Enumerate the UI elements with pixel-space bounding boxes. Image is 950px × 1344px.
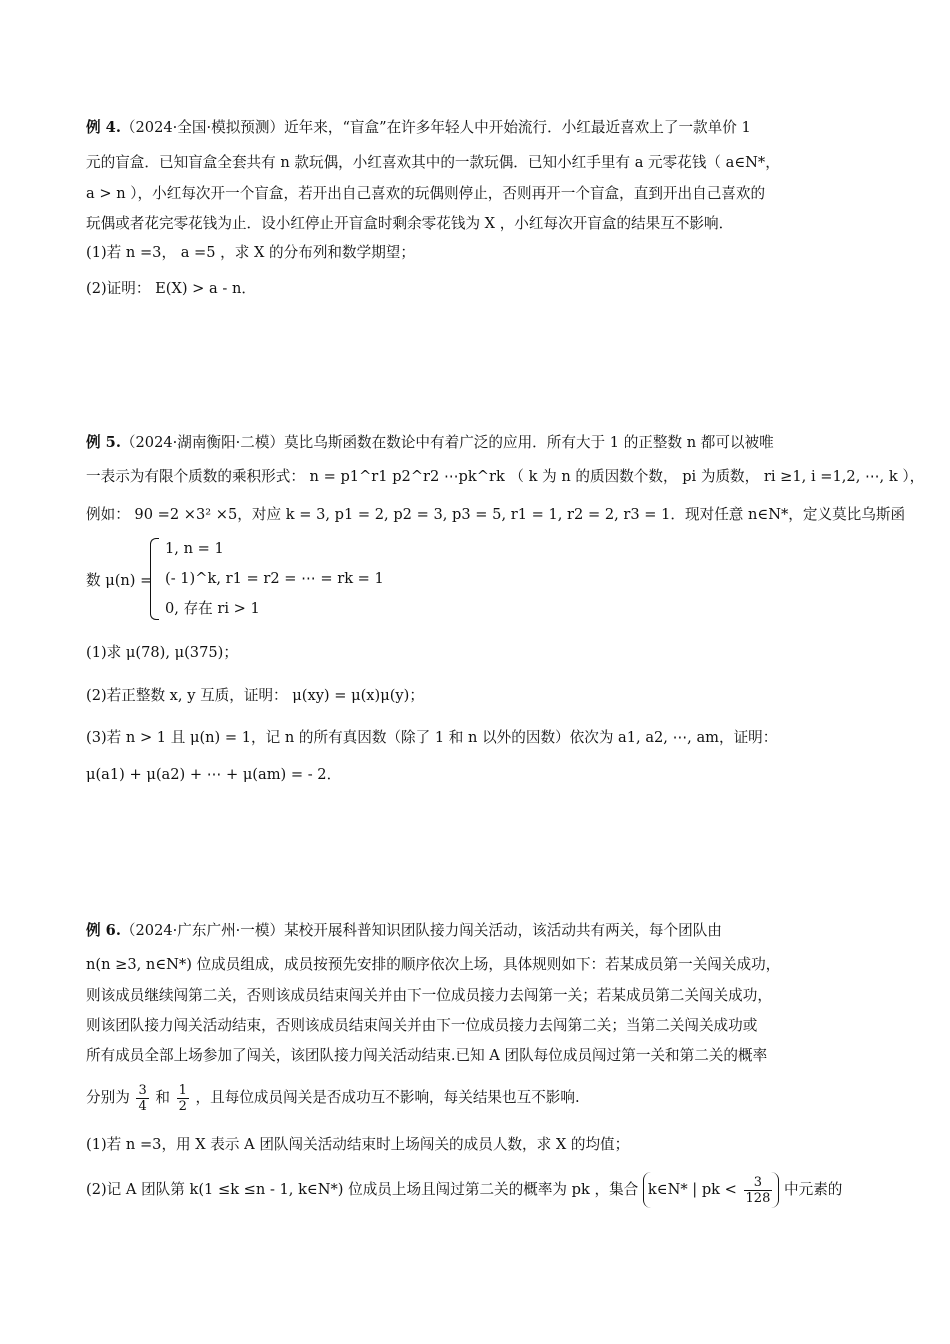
ex6-question-2-end: 中元素的 bbox=[784, 1181, 843, 1198]
ex6-text-6b: 和 bbox=[155, 1089, 170, 1106]
ex6-line6 bbox=[86, 1080, 868, 1116]
cases-brace bbox=[150, 538, 159, 620]
frac-denominator: 2 bbox=[178, 1098, 187, 1114]
fraction-one-half bbox=[177, 1083, 189, 1114]
ex5-label: 例 5. bbox=[86, 434, 121, 451]
ex5-question-1: (1)求 μ(78), μ(375)； bbox=[86, 644, 238, 661]
ex5-line2: 一表示为有限个质数的乘积形式： n = p1^r1 p2^r2 ⋯pk^rk （ k 为 n 的质因数个数， pi 为质数， ri ≥1, i =1,2, ⋯, k ）， bbox=[86, 468, 925, 485]
ex4-label: 例 4. bbox=[86, 119, 121, 136]
frac-numerator: 1 bbox=[178, 1082, 187, 1098]
ex5-line3: 例如： 90 =2 ×3² ×5，对应 k = 3, p1 = 2, p2 = 3, p3 = 5, r1 = 1, r2 = 2, r3 = 1．现对任意 n∈N*，定义莫比乌斯函 bbox=[86, 506, 906, 523]
frac-numerator: 3 bbox=[744, 1175, 773, 1191]
ex6-line2: n(n ≥3, n∈N*) 位成员组成，成员按预先安排的顺序依次上场，具体规则如下：若某成员第一关闯关成功， bbox=[86, 956, 781, 973]
ex5-line1 bbox=[86, 433, 868, 453]
ex4-line2: 元的盲盒．已知盲盒全套共有 n 款玩偶，小红喜欢其中的一款玩偶．已知小红手里有 a 元零花钱（ a∈N*， bbox=[86, 154, 780, 171]
case-3: 0, 存在 ri > 1 bbox=[165, 600, 260, 617]
ex6-question-1: (1)若 n =3，用 X 表示 A 团队闯关活动结束时上场闯关的成员人数，求 X 的均值； bbox=[86, 1136, 630, 1153]
ex6-line5: 所有成员全部上场参加了闯关，该团队接力闯关活动结束.已知 A 团队每位成员闯过第一关和第二关的概率 bbox=[86, 1047, 768, 1064]
case-1: 1, n = 1 bbox=[165, 540, 224, 557]
ex5-question-3: (3)若 n > 1 且 μ(n) = 1，记 n 的所有真因数（除了 1 和 n 以外的因数）依次为 a1, a2, ⋯, am，证明： bbox=[86, 729, 778, 746]
ex4-question-1: (1)若 n =3， a =5 ，求 X 的分布列和数学期望； bbox=[86, 244, 415, 261]
ex5-question-3-equation: μ(a1) + μ(a2) + ⋯ + μ(am) = - 2． bbox=[86, 766, 342, 783]
frac-numerator: 3 bbox=[138, 1082, 147, 1098]
ex6-question-2-text: (2)记 A 团队第 k(1 ≤k ≤n - 1, k∈N*) 位成员上场且闯过第二关的概率为 pk ，集合 bbox=[86, 1181, 639, 1198]
ex6-label: 例 6. bbox=[86, 922, 121, 939]
ex6-text-6a: 分别为 bbox=[86, 1089, 130, 1106]
case-2: (- 1)^k, r1 = r2 = ⋯ = rk = 1 bbox=[165, 570, 384, 587]
fraction-three-quarters bbox=[136, 1083, 148, 1114]
ex4-text-1: （2024·全国·模拟预测）近年来，“盲盒”在许多年轻人中开始流行．小红最近喜欢上了一款单价 1 bbox=[120, 119, 751, 136]
ex6-text-6c: ，且每位成员闯关是否成功互不影响，每关结果也互不影响. bbox=[195, 1089, 580, 1106]
ex6-text-1: （2024·广东广州·一模）某校开展科普知识团队接力闯关活动，该活动共有两关，每个团队由 bbox=[120, 922, 722, 939]
ex4-question-2: (2)证明： E(X) > a - n． bbox=[86, 280, 256, 297]
ex5-text-1: （2024·湖南衡阳·二模）莫比乌斯函数在数论中有着广泛的应用．所有大于 1 的正整数 n 都可以被唯 bbox=[120, 434, 774, 451]
ex5-question-2: (2)若正整数 x, y 互质，证明： μ(xy) = μ(x)μ(y)； bbox=[86, 687, 424, 704]
ex6-question-2 bbox=[86, 1170, 868, 1210]
ex4-line3: a > n ），小红每次开一个盲盒，若开出自己喜欢的玩偶则停止，否则再开一个盲盒，直到开出自己喜欢的 bbox=[86, 185, 766, 202]
ex6-line3: 则该成员继续闯第二关，否则该成员结束闯关并由下一位成员接力去闯第一关；若某成员第二关闯关成功， bbox=[86, 987, 772, 1004]
set-braces bbox=[643, 1172, 779, 1208]
set-condition: k∈N* | pk < bbox=[647, 1181, 737, 1198]
ex6-line4: 则该团队接力闯关活动结束，否则该成员结束闯关并由下一位成员接力去闯第二关；当第二关闯关成功或 bbox=[86, 1017, 758, 1034]
ex6-line1 bbox=[86, 921, 868, 941]
ex4-line4: 玩偶或者花完零花钱为止．设小红停止开盲盒时剩余零花钱为 X ，小红每次开盲盒的结果互不影响． bbox=[86, 215, 734, 232]
frac-denominator: 4 bbox=[138, 1098, 147, 1114]
mobius-definition-prefix: 数 μ(n) = bbox=[86, 572, 153, 589]
frac-denominator: 128 bbox=[745, 1190, 771, 1206]
ex4-line1 bbox=[86, 118, 868, 138]
fraction-three-over-128 bbox=[744, 1175, 773, 1206]
